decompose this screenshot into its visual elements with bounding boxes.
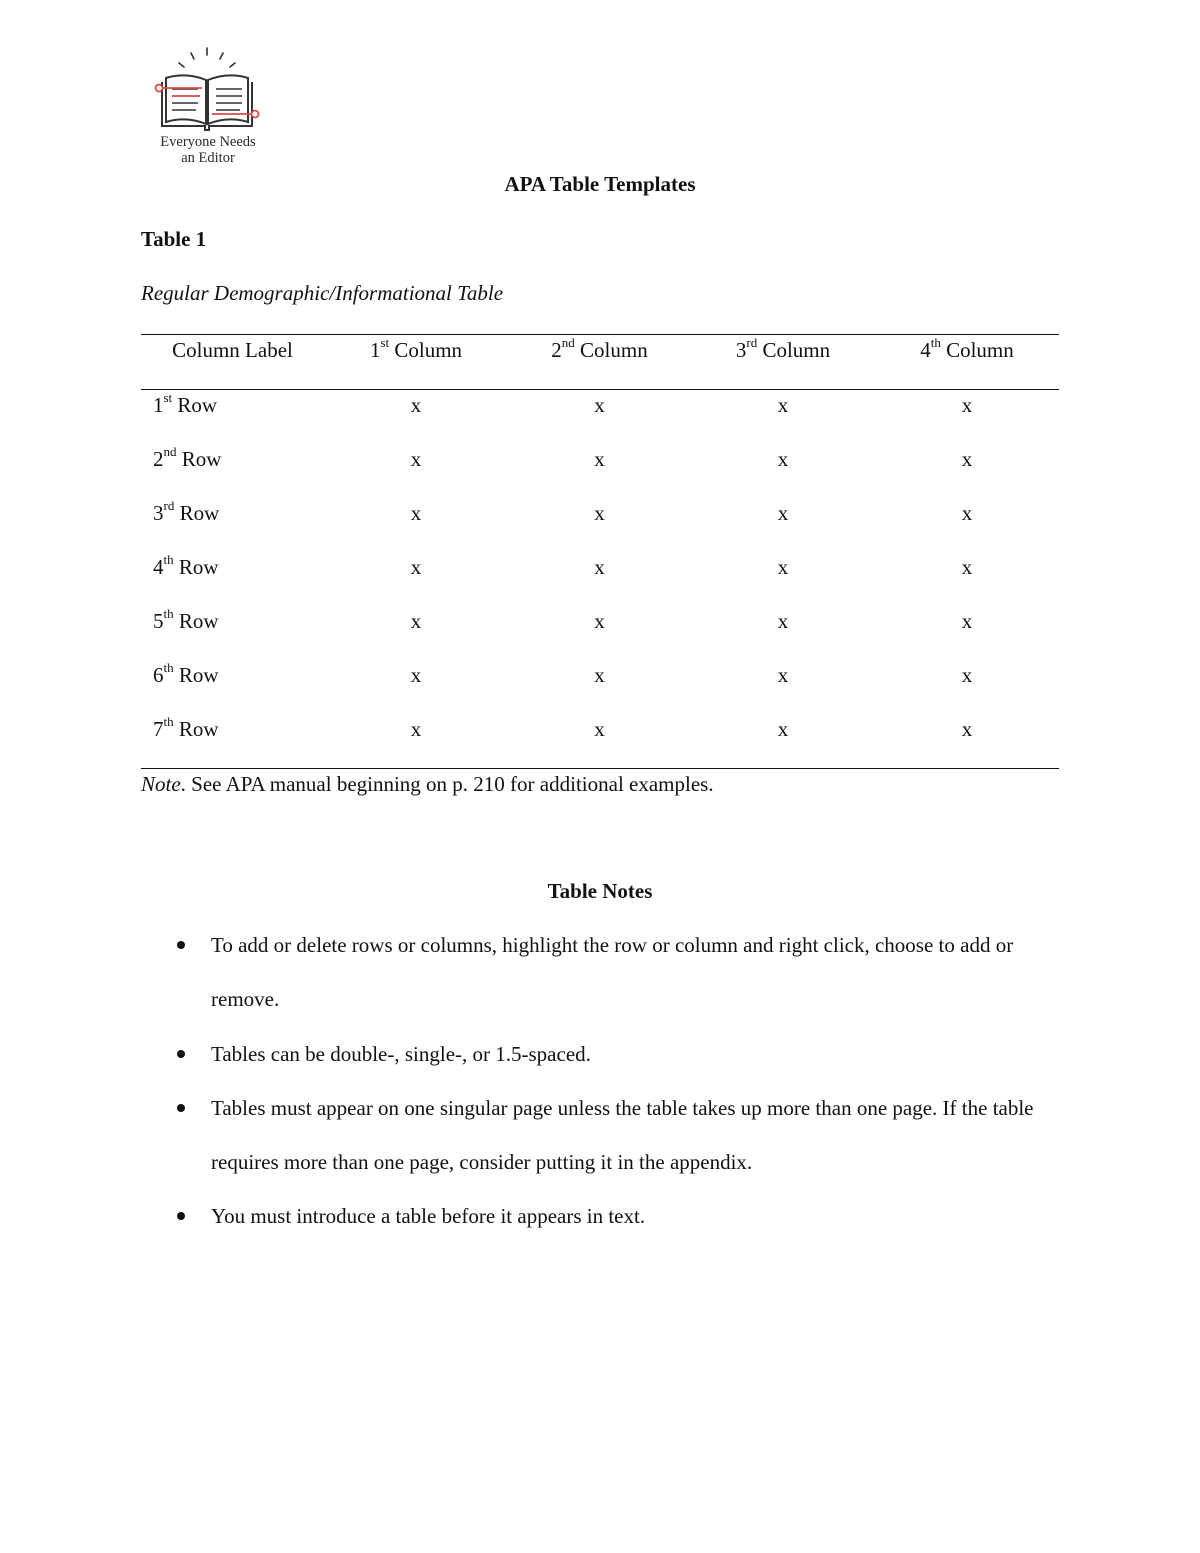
- header-cell-column-label: Column Label: [172, 338, 293, 362]
- bullet-item: You must introduce a table before it appears in text.: [211, 1204, 646, 1228]
- table-cell: x: [594, 447, 605, 471]
- logo-line-2: an Editor: [181, 150, 235, 166]
- table-cell: x: [777, 609, 789, 633]
- table-cell: x: [594, 609, 605, 633]
- table-cell: x: [961, 717, 973, 741]
- table-cell: x: [594, 555, 605, 579]
- table-caption: Regular Demographic/Informational Table: [141, 281, 504, 305]
- table-cell: x: [777, 393, 789, 417]
- table-cell: x: [777, 501, 789, 525]
- table-notes-heading: Table Notes: [547, 879, 653, 903]
- row-label: 7th Row: [153, 714, 219, 741]
- open-book-icon: [148, 44, 268, 134]
- table-cell: x: [410, 663, 422, 687]
- table-top-rule: [141, 334, 1059, 335]
- table-note: [141, 772, 714, 797]
- table-cell: x: [594, 663, 605, 687]
- table-cell: x: [961, 501, 973, 525]
- document-title: APA Table Templates: [504, 172, 696, 196]
- table-bottom-rule: [141, 768, 1059, 769]
- row-label: 2nd Row: [153, 444, 222, 471]
- table-cell: x: [777, 717, 789, 741]
- table-cell: x: [594, 717, 605, 741]
- table-cell: x: [594, 501, 605, 525]
- table-cell: x: [961, 609, 973, 633]
- note-lead: Note: [141, 772, 181, 796]
- table-cell: x: [594, 393, 605, 417]
- table-cell: x: [961, 555, 973, 579]
- table-cell: x: [777, 555, 789, 579]
- table-cell: x: [410, 555, 422, 579]
- bullet-dot-icon: [177, 1050, 185, 1058]
- row-label: 3rd Row: [153, 498, 220, 525]
- row-label: 4th Row: [153, 552, 219, 579]
- row-label: 1st Row: [153, 390, 218, 417]
- everyone-needs-an-editor-logo: [148, 44, 268, 170]
- table-header-rule: [141, 389, 1059, 390]
- header-cell-column-1: 1st Column: [369, 335, 463, 362]
- table-cell: x: [410, 393, 422, 417]
- table-number: Table 1: [141, 227, 207, 251]
- bullet-item: Tables can be double-, single-, or 1.5-spaced.: [211, 1042, 591, 1066]
- bullet-dot-icon: [177, 1104, 185, 1112]
- row-label: 5th Row: [153, 606, 219, 633]
- header-cell-column-2: 2nd Column: [551, 335, 648, 362]
- table-cell: x: [410, 447, 422, 471]
- row-label: 6th Row: [153, 660, 219, 687]
- note-text: . See APA manual beginning on p. 210 for additional examples.: [180, 772, 714, 796]
- table-cell: x: [410, 717, 422, 741]
- table-cell: x: [777, 663, 789, 687]
- table-cell: x: [961, 393, 973, 417]
- table-cell: x: [410, 501, 422, 525]
- table-cell: x: [410, 609, 422, 633]
- bullet-item: Tables must appear on one singular page unless the table takes up more than one page. If the table requires more than one page, consider putting it in the appendix.: [211, 1096, 1034, 1174]
- bullet-item: To add or delete rows or columns, highlight the row or column and right click, choose to add or remove.: [211, 933, 1014, 1011]
- table-cell: x: [961, 663, 973, 687]
- bullet-dot-icon: [177, 1212, 185, 1220]
- bullet-dot-icon: [177, 941, 185, 949]
- logo-line-1: Everyone Needs: [160, 134, 256, 150]
- header-cell-column-3: 3rd Column: [735, 335, 831, 362]
- header-cell-column-4: 4th Column: [920, 335, 1014, 362]
- table-cell: x: [961, 447, 973, 471]
- table-cell: x: [777, 447, 789, 471]
